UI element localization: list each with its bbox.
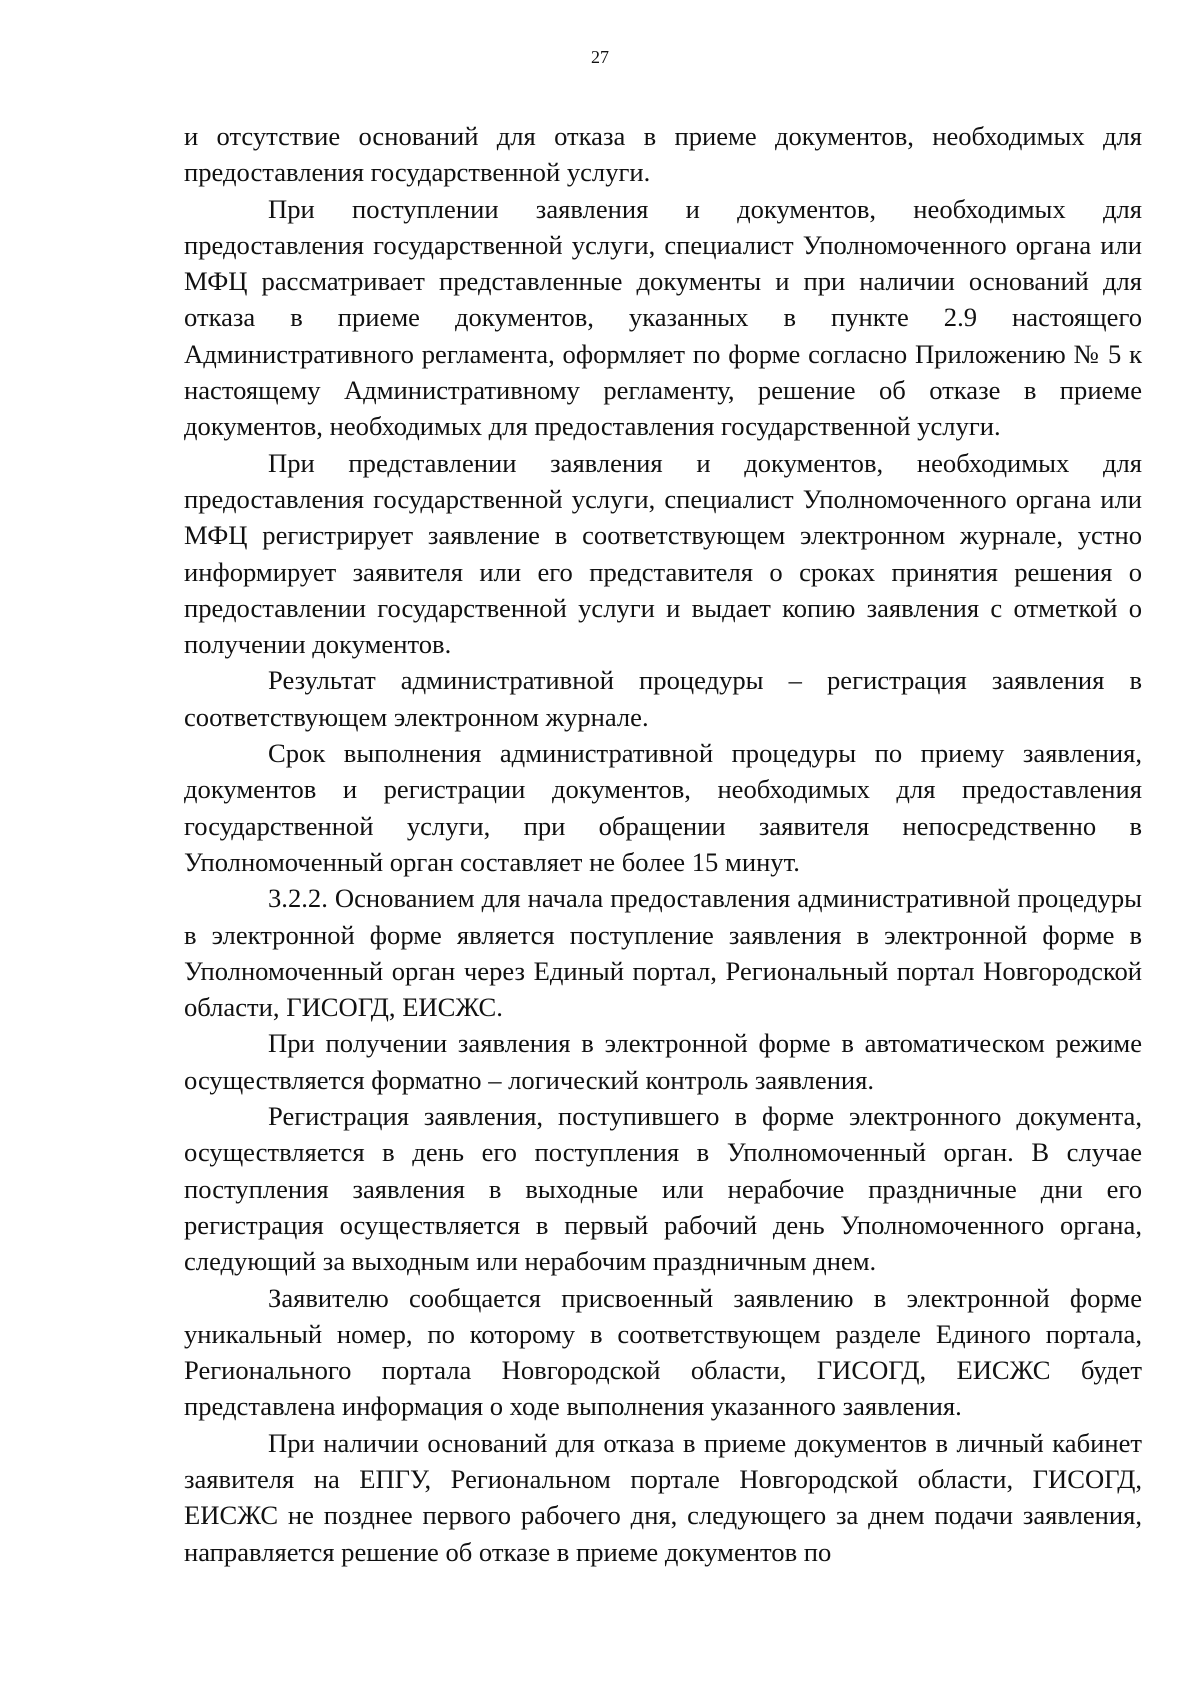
paragraph-registration: При представлении заявления и документов, необходимых для предоставления государственной услуги, специалист Уполномоченного органа или МФЦ регистрирует заявление в соответствующем электронном журнале, устно информирует заявителя или его представителя о сроках принятия решения о предоставлении государственной услуги и выдает копию заявления с отметкой о получении документов. [184, 447, 1142, 660]
paragraph-procedure-result: Результат административной процедуры – регистрация заявления в соответствующем электронном журнале. [184, 665, 1142, 732]
page-number: 27 [591, 47, 609, 67]
paragraph-procedure-deadline: Срок выполнения административной процедуры по приему заявления, документов и регистрации документов, необходимых для предоставления государственной услуги, при обращении заявителя непосредственно в Уполномоченный орган составляет не более 15 минут. [184, 738, 1142, 877]
paragraph-unique-number: Заявителю сообщается присвоенный заявлению в электронной форме уникальный номер, по которому в соответствующем разделе Единого портала, Регионального портала Новгородской области, ГИСОГД, ЕИСЖС будет представлена информация о ходе выполнения указанного заявления. [184, 1282, 1142, 1422]
document-body [184, 118, 1142, 1570]
paragraph-continuation: и отсутствие оснований для отказа в приеме документов, необходимых для предоставления государственной услуги. [184, 121, 1142, 188]
paragraph-refusal-grounds: При наличии оснований для отказа в приеме документов в личный кабинет заявителя на ЕПГУ, Региональном портале Новгородской области, ГИСОГД, ЕИСЖС не позднее первого рабочего дня, следующего за днем подачи заявления, направляется решение об отказе в приеме документов по [184, 1427, 1142, 1567]
paragraph-review-documents: При поступлении заявления и документов, необходимых для предоставления государственной услуги, специалист Уполномоченного органа или МФЦ рассматривает представленные документы и при наличии оснований для отказа в приеме документов, указанных в пункте 2.9 настоящего Административного регламента, оформляет по форме согласно Приложению № 5 к настоящему Административному регламенту, решение об отказе в приеме документов, необходимых для предоставления государственной услуги. [184, 193, 1142, 442]
paragraph-section-3-2-2: 3.2.2. Основанием для начала предоставления административной процедуры в электронной форме является поступление заявления в электронной форме в Уполномоченный орган через Единый портал, Региональный портал Новгородской области, ГИСОГД, ЕИСЖС. [184, 883, 1142, 1023]
paragraph-electronic-registration: Регистрация заявления, поступившего в форме электронного документа, осуществляется в день его поступления в Уполномоченный орган. В случае поступления заявления в выходные или нерабочие праздничные дни его регистрация осуществляется в первый рабочий день Уполномоченного органа, следующий за выходным или нерабочим праздничным днем. [184, 1101, 1142, 1277]
paragraph-format-control: При получении заявления в электронной форме в автоматическом режиме осуществляется форматно – логический контроль заявления. [184, 1028, 1142, 1095]
